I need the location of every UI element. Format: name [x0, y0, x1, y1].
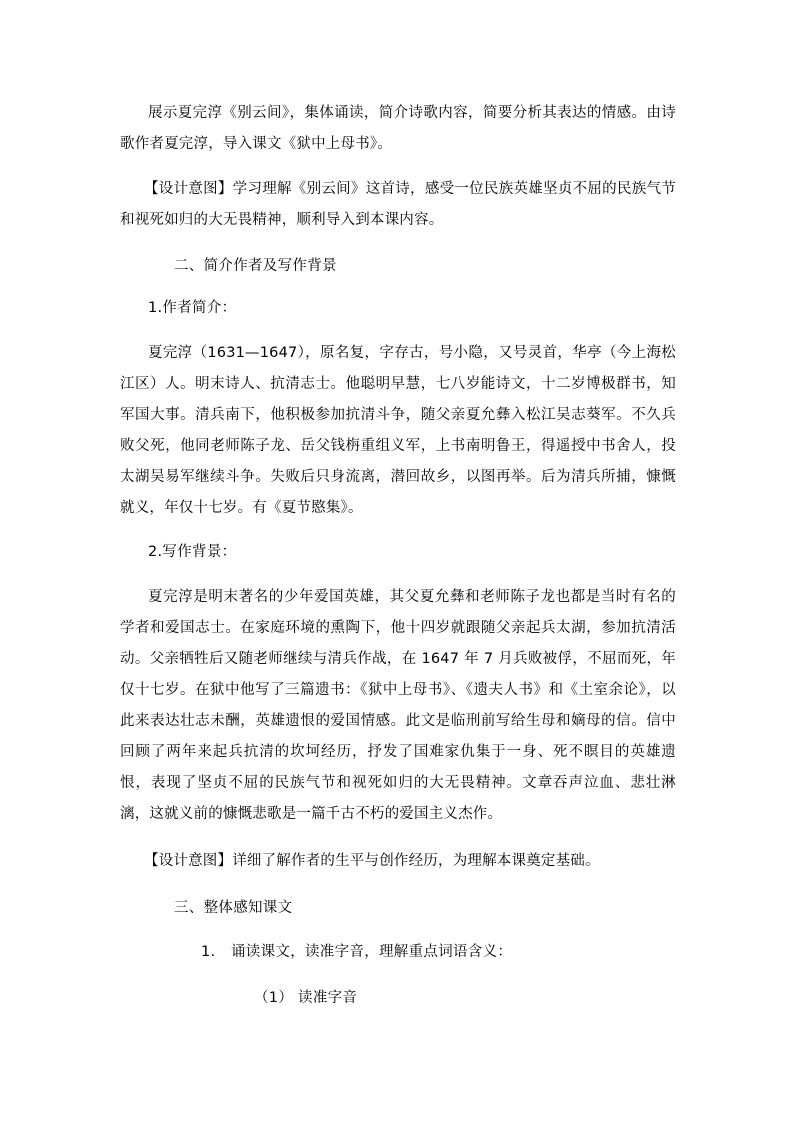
intro-paragraph: 展示夏完淳《别云间》，集体诵读，简介诗歌内容，简要分析其表达的情感。由诗歌作者夏完淳，导入课文《狱中上母书》。 [120, 105, 676, 152]
section-2-heading: 二、简介作者及写作背景 [174, 258, 337, 274]
writing-background-paragraph: 夏完淳是明末著名的少年爱国英雄，其父夏允彝和老师陈子龙也都是当时有名的学者和爱国志士。在家庭环境的熏陶下，他十四岁就跟随父亲起兵太湖，参加抗清活动。父亲牺牲后又随老师继续与清兵作战，在 1647 年 7 月兵败被俘，不屈而死，年仅十七岁。在狱中他写了三篇遗书：《狱中上母书》、《遗夫人书》和《土室余论》，以此来表达壮志未酬，英雄遗恨的爱国情感。此文是临刑前写给生母和嫡母的信。信中回顾了两年来起兵抗清的坎坷经历，抒发了国难家仇集于一身、死不瞑目的英雄遗恨，表现了坚贞不屈的民族气节和视死如归的大无畏精神。文章吞声泣血、悲壮淋漓，这就义前的慷慨悲歌是一篇千古不朽的爱国主义杰作。 [120, 589, 676, 822]
sub-item-1: （1） 读准字音 [254, 990, 358, 1006]
design-intent-2: 【设计意图】详细了解作者的生平与创作经历，为理解本课奠定基础。 [144, 853, 600, 869]
list-item-1-text: 诵读课文，读准字音，理解重点词语含义： [231, 944, 513, 960]
design-intent-1: 【设计意图】学习理解《别云间》这首诗，感受一位民族英雄坚贞不屈的民族气节和视死如归的大无畏精神，顺利导入到本课内容。 [120, 181, 676, 228]
author-intro-subheading: 1.作者简介： [148, 300, 237, 316]
writing-background-subheading: 2.写作背景： [148, 544, 237, 560]
list-item-1 [201, 940, 512, 964]
section-3-heading: 三、整体感知课文 [174, 900, 293, 916]
list-item-1-number: 1. [201, 944, 216, 960]
author-intro-paragraph: 夏完淳（1631—1647），原名复，字存古，号小隐，又号灵首，华亭（今上海松江区）人。明末诗人、抗清志士。他聪明早慧，七八岁能诗文，十二岁博极群书，知军国大事。清兵南下，他积极参加抗清斗争，随父亲夏允彝入松江吴志葵军。不久兵败父死，他同老师陈子龙、岳父钱栴重组义军，上书南明鲁王，得遥授中书舍人，投太湖吴易军继续斗争。失败后只身流离，潜回故乡，以图再举。后为清兵所捕，慷慨就义，年仅十七岁。有《夏节愍集》。 [120, 345, 676, 516]
